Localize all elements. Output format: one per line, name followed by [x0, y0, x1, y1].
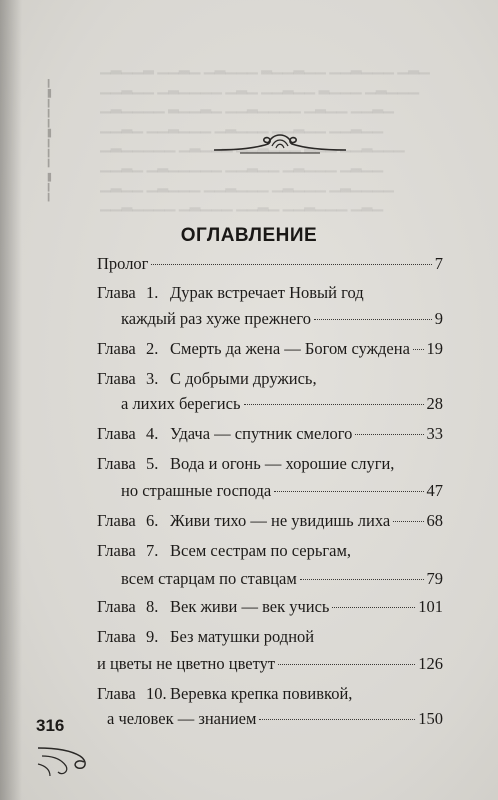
page-number: 101 — [418, 597, 443, 616]
chapter-title-line1: Удача — спутник смелого — [170, 424, 353, 443]
chapter-number: 7. — [146, 541, 159, 560]
chapter-title-line1: Дурак встречает Новый год — [170, 283, 364, 302]
binding-shadow — [0, 0, 22, 800]
toc-entry-chapter-6[interactable] — [97, 509, 443, 533]
dot-leader — [314, 319, 432, 320]
toc-entry-chapter-1-cont[interactable] — [121, 307, 443, 331]
page-number: 68 — [426, 511, 443, 530]
chapter-title-line1: Без матушки родной — [170, 627, 315, 646]
running-header: ▁▂▁▁▁▂▁▁▁ ▂▁▁ — [47, 79, 60, 203]
page-number: 33 — [426, 424, 443, 443]
chapter-title-line2: всем старцам по ставцам — [121, 569, 297, 588]
chapter-label: Глава — [97, 454, 136, 473]
toc-entry-chapter-2[interactable] — [97, 337, 443, 361]
chapter-number: 1. — [146, 283, 159, 302]
chapter-title-line2: каждый раз хуже прежнего — [121, 309, 311, 328]
chapter-title-line1: Вода и огонь — хорошие слуги, — [170, 454, 395, 473]
chapter-title-line2: но страшные господа — [121, 481, 272, 500]
chapter-title-line1: Всем сестрам по серьгам, — [170, 541, 352, 560]
chapter-title-line2: и цветы не цветно цветут — [97, 654, 276, 673]
chapter-number: 5. — [146, 454, 159, 473]
dot-leader — [278, 664, 415, 665]
chapter-number: 3. — [146, 369, 159, 388]
chapter-number: 6. — [146, 511, 159, 530]
chapter-label: Глава — [97, 424, 136, 443]
dot-leader — [151, 264, 431, 265]
chapter-number: 8. — [146, 597, 159, 616]
toc-entry-chapter-5-cont[interactable] — [121, 479, 443, 503]
toc-entry-chapter-9[interactable] — [97, 625, 443, 649]
chapter-label: Глава — [97, 511, 136, 530]
toc-entry-chapter-9-cont[interactable] — [97, 652, 443, 676]
toc-heading: ОГЛАВЛЕНИЕ — [180, 225, 318, 246]
chapter-title-line1: Веревка крепка повивкой, — [170, 684, 353, 703]
dot-leader — [355, 434, 423, 435]
chapter-title-line1: Смерть да жена — Богом суждена — [170, 339, 410, 358]
toc-entry-chapter-1[interactable] — [97, 281, 443, 305]
chapter-label: Глава — [97, 684, 136, 703]
chapter-number: 9. — [146, 627, 159, 646]
chapter-label: Глава — [97, 541, 136, 560]
page-number: 47 — [426, 481, 443, 500]
dot-leader — [244, 404, 424, 405]
flourish-ornament-top — [210, 126, 350, 160]
page-number: 126 — [418, 654, 443, 673]
page-number: 28 — [426, 394, 443, 413]
page-number: 150 — [418, 709, 443, 728]
page-number: 79 — [426, 569, 443, 588]
flourish-ornament-bottom — [36, 742, 96, 782]
dot-leader — [332, 607, 415, 608]
toc-entry-chapter-10[interactable] — [97, 682, 443, 706]
toc-entry-chapter-4[interactable] — [97, 422, 443, 446]
dot-leader — [413, 349, 424, 350]
chapter-label: Глава — [97, 339, 136, 358]
chapter-title-line2: а лихих берегись — [121, 394, 241, 413]
toc-entry-chapter-8[interactable] — [97, 595, 443, 619]
show-through-text: ▁▂▁▁▂ ▁▁▂▁ ▁▂▁▁▁ ▂▁▁▂▁▁ ▁▁▂▁▁▁ ▁▂▁ ▁▁▂▁▁ ▁▂▁▁▁▁ ▁▂▁ ▁▁▂▁▁ ▂▁▁▁ ▁▂▁▁▁ ▁▂▁▁▁▁ ▂▁▁▂▁ ▁▁▂▁▁▁▁ ▁▂▁▁ ▁▁▂▁ ▁▁▂▁ ▁▁▂▁▁▁ ▁▂▁▁▁ ▁▁▂▁▁ ▁▁▂▁▁ ▁▂▁▁▁▁▁ ▁▂▁▁▂ ▁▁▂▁▁▁ ▂▁▁ ▁▁▂▁▁▁ ▁▁▂▁ ▁▂▁▁▁▁▁ ▁▁▂▁▁ ▁▂▁▁▁ ▁▂▁▁ ▁▂▁▁ ▁▂▁▁▁ ▁▁▂▁▁▁ ▁▂▁▁▁ ▁▂▁▁▁▁ ▁▁▂▁▁▁▁ ▁▂▁▁▁ ▁▁▂▁ ▁▁▂▁▁▁ ▁▂▁ — [100, 60, 430, 213]
chapter-number: 10. — [146, 684, 167, 703]
page-number: 9 — [434, 309, 443, 328]
chapter-title-line1: Век живи — век учись — [170, 597, 330, 616]
dot-leader — [259, 719, 415, 720]
toc-entry-chapter-3-cont[interactable] — [121, 392, 443, 416]
chapter-number: 4. — [146, 424, 159, 443]
chapter-title-line1: Живи тихо — не увидишь лиха — [170, 511, 391, 530]
toc-entry-chapter-7[interactable] — [97, 539, 443, 563]
dot-leader — [274, 491, 423, 492]
entry-title: Пролог — [97, 254, 149, 273]
chapter-label: Глава — [97, 369, 136, 388]
toc-entry-chapter-3[interactable] — [97, 367, 443, 391]
toc-entry-chapter-5[interactable] — [97, 452, 443, 476]
toc-entry-chapter-7-cont[interactable] — [121, 567, 443, 591]
chapter-title-line2: а человек — знанием — [107, 709, 257, 728]
toc-entry-chapter-10-cont[interactable] — [107, 707, 443, 731]
dot-leader — [300, 579, 424, 580]
toc-entry-prolog[interactable] — [97, 252, 443, 276]
page-number: 7 — [434, 254, 443, 273]
chapter-number: 2. — [146, 339, 159, 358]
chapter-label: Глава — [97, 283, 136, 302]
page-number: 19 — [426, 339, 443, 358]
dot-leader — [393, 521, 423, 522]
chapter-label: Глава — [97, 627, 136, 646]
folio-page-number: 316 — [36, 716, 65, 735]
chapter-title-line1: С добрыми дружись, — [170, 369, 317, 388]
chapter-label: Глава — [97, 597, 136, 616]
